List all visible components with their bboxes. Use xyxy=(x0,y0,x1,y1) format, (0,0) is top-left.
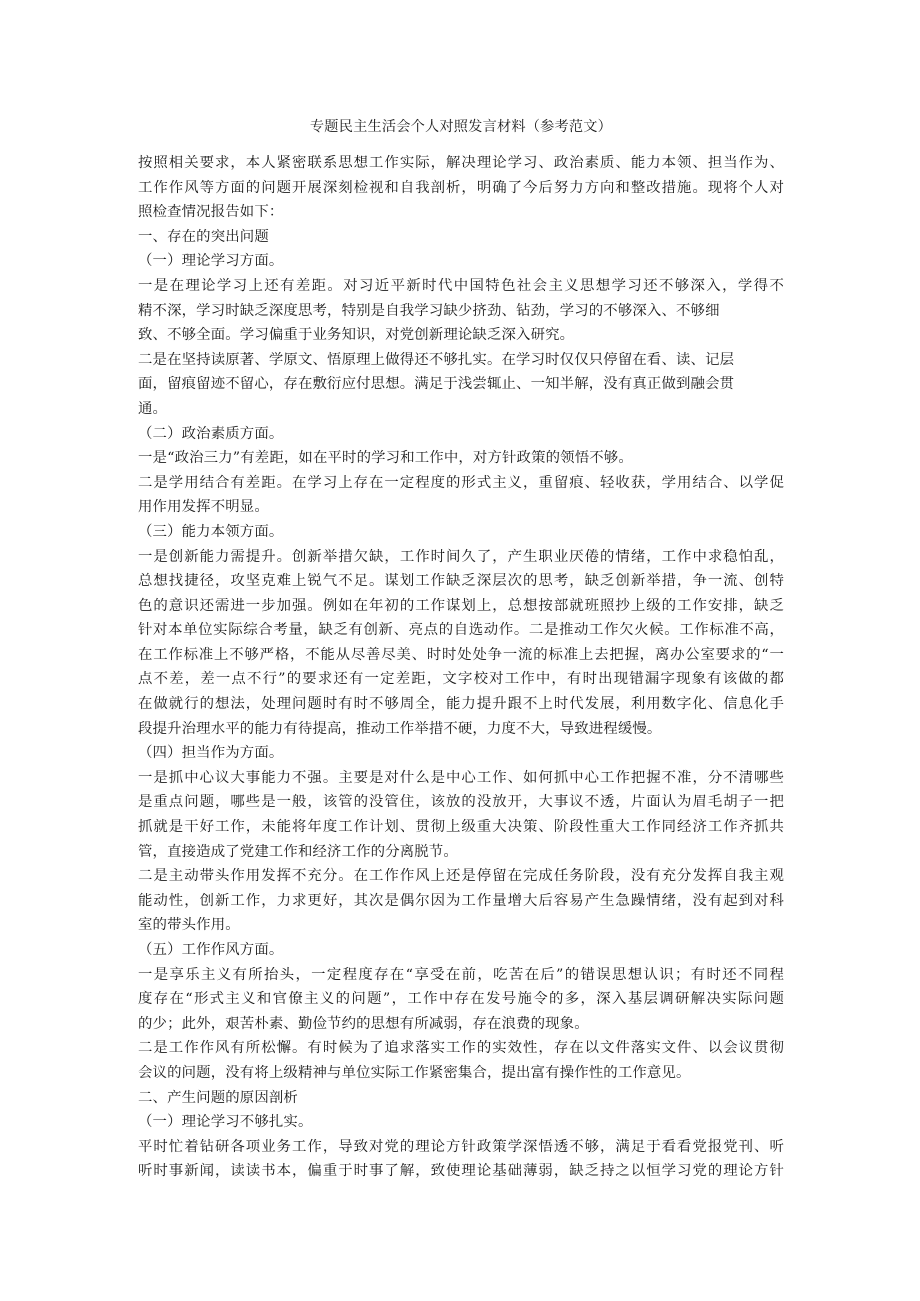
document-title: 专题民主生活会个人对照发言材料（参考范文） xyxy=(309,119,613,135)
paragraph-line: 面，留痕留迹不留心，存在敷衍应付思想。满足于浅尝辄止、一知半解，没有真正做到融会贯 xyxy=(138,376,735,393)
paragraph-line: （一）理论学习方面。 xyxy=(138,253,284,270)
paragraph-line: 会议的问题，没有将上级精神与单位实际工作紧密集合，提出富有操作性的工作意见。 xyxy=(138,1064,691,1081)
paragraph-line: （四）担当作为方面。 xyxy=(138,745,284,762)
document-body xyxy=(138,151,784,1184)
paragraph-line: 的少；此外，艰苦朴素、勤俭节约的思想有所减弱，存在浪费的现象。 xyxy=(138,1015,589,1032)
paragraph-line: 度存在“形式主义和官僚主义的问题”，工作中存在发号施令的多，深入基层调研解决实际问题 xyxy=(138,991,784,1008)
paragraph-line: 二是在坚持读原著、学原文、悟原理上做得还不够扎实。在学习时仅仅只停留在看、读、记层 xyxy=(138,351,735,368)
paragraph-line: （二）政治素质方面。 xyxy=(138,425,284,442)
paragraph-line: 二、产生问题的原因剖析 xyxy=(138,1089,298,1106)
paragraph-line: 一是享乐主义有所抬头，一定程度存在“享受在前，吃苦在后”的错误思想认识；有时还不同程 xyxy=(138,966,784,983)
paragraph-line: 一、存在的突出问题 xyxy=(138,228,269,245)
paragraph-line: 致、不够全面。学习偏重于业务知识，对党创新理论缺乏深入研究。 xyxy=(138,327,575,344)
paragraph-line: 是重点问题，哪些是一般，该管的没管住，该放的没放开，大事议不透，片面认为眉毛胡子一把 xyxy=(138,794,784,811)
paragraph-line: （五）工作作风方面。 xyxy=(138,942,284,958)
paragraph-line: 一是创新能力需提升。创新举措欠缺，工作时间久了，产生职业厌倦的情绪，工作中求稳怕乱， xyxy=(138,548,784,565)
paragraph-line: 照检查情况报告如下： xyxy=(138,204,284,221)
paragraph-line: 听时事新闻，读读书本，偏重于时事了解，致使理论基础薄弱，缺乏持之以恒学习党的理论方针 xyxy=(138,1163,784,1180)
paragraph-line: 管，直接造成了党建工作和经济工作的分离脱节。 xyxy=(138,843,458,860)
paragraph-line: 用作用发挥不明显。 xyxy=(138,499,269,516)
paragraph-line: （一）理论学习不够扎实。 xyxy=(138,1114,313,1131)
paragraph-line: 一是“政治三力”有差距，如在平时的学习和工作中，对方针政策的领悟不够。 xyxy=(138,450,633,467)
document-page xyxy=(138,0,784,1184)
paragraph-line: 一是在理论学习上还有差距。对习近平新时代中国特色社会主义思想学习还不够深入，学得不 xyxy=(138,277,784,294)
paragraph-line: 在工作标准上不够严格，不能从尽善尽美、时时处处争一流的标准上去把握，离办公室要求的“一 xyxy=(138,646,784,663)
paragraph-line: 精不深，学习时缺乏深度思考，特别是自我学习缺少挤劲、钻劲，学习的不够深入、不够细 xyxy=(138,302,720,319)
paragraph-line: 工作作风等方面的问题开展深刻检视和自我剖析，明确了今后努力方向和整改措施。现将个人对 xyxy=(138,179,784,196)
paragraph-line: 按照相关要求，本人紧密联系思想工作实际，解决理论学习、政治素质、能力本领、担当作为、 xyxy=(138,155,784,171)
paragraph-line: 室的带头作用。 xyxy=(138,917,240,934)
paragraph-line: 点不差，差一点不行”的要求还有一定差距，文字校对工作中，有时出现错漏字现象有该做的都 xyxy=(138,671,784,688)
paragraph-line: 二是主动带头作用发挥不充分。在工作作风上还是停留在完成任务阶段，没有充分发挥自我主观 xyxy=(138,868,784,885)
paragraph-line: 能动性，创新工作，力求更好，其次是偶尔因为工作量增大后容易产生急躁情绪，没有起到对科 xyxy=(138,892,784,909)
paragraph-line: 二是学用结合有差距。在学习上存在一定程度的形式主义，重留痕、轻收获，学用结合、以学促 xyxy=(138,474,784,491)
paragraph-line: 针对本单位实际综合考量，缺乏有创新、亮点的自选动作。二是推动工作欠火候。工作标准不高， xyxy=(138,622,784,639)
paragraph-line: 色的意识还需进一步加强。例如在年初的工作谋划上，总想按部就班照抄上级的工作安排，缺乏 xyxy=(138,597,784,614)
paragraph-line: 总想找捷径，攻坚克难上锐气不足。谋划工作缺乏深层次的思考，缺乏创新举措，争一流、创特 xyxy=(138,573,784,590)
paragraph-line: 一是抓中心议大事能力不强。主要是对什么是中心工作、如何抓中心工作把握不准，分不清哪些 xyxy=(138,769,784,786)
paragraph-line: 二是工作作风有所松懈。有时候为了追求落实工作的实效性，存在以文件落实文件、以会议贯彻 xyxy=(138,1040,784,1057)
paragraph-line: 在做就行的想法，处理问题时有时不够周全，能力提升跟不上时代发展，利用数字化、信息化手 xyxy=(138,696,784,713)
paragraph-line: 通。 xyxy=(138,400,168,417)
paragraph-line: （三）能力本领方面。 xyxy=(138,523,284,540)
paragraph-line: 抓就是干好工作，未能将年度工作计划、贯彻上级重大决策、阶段性重大工作同经济工作齐抓共 xyxy=(138,819,784,836)
paragraph-line: 段提升治理水平的能力有待提高，推动工作举措不硬，力度不大，导致进程缓慢。 xyxy=(138,720,662,737)
paragraph-line: 平时忙着钻研各项业务工作，导致对党的理论方针政策学深悟透不够，满足于看看党报党刊、听 xyxy=(138,1138,784,1155)
